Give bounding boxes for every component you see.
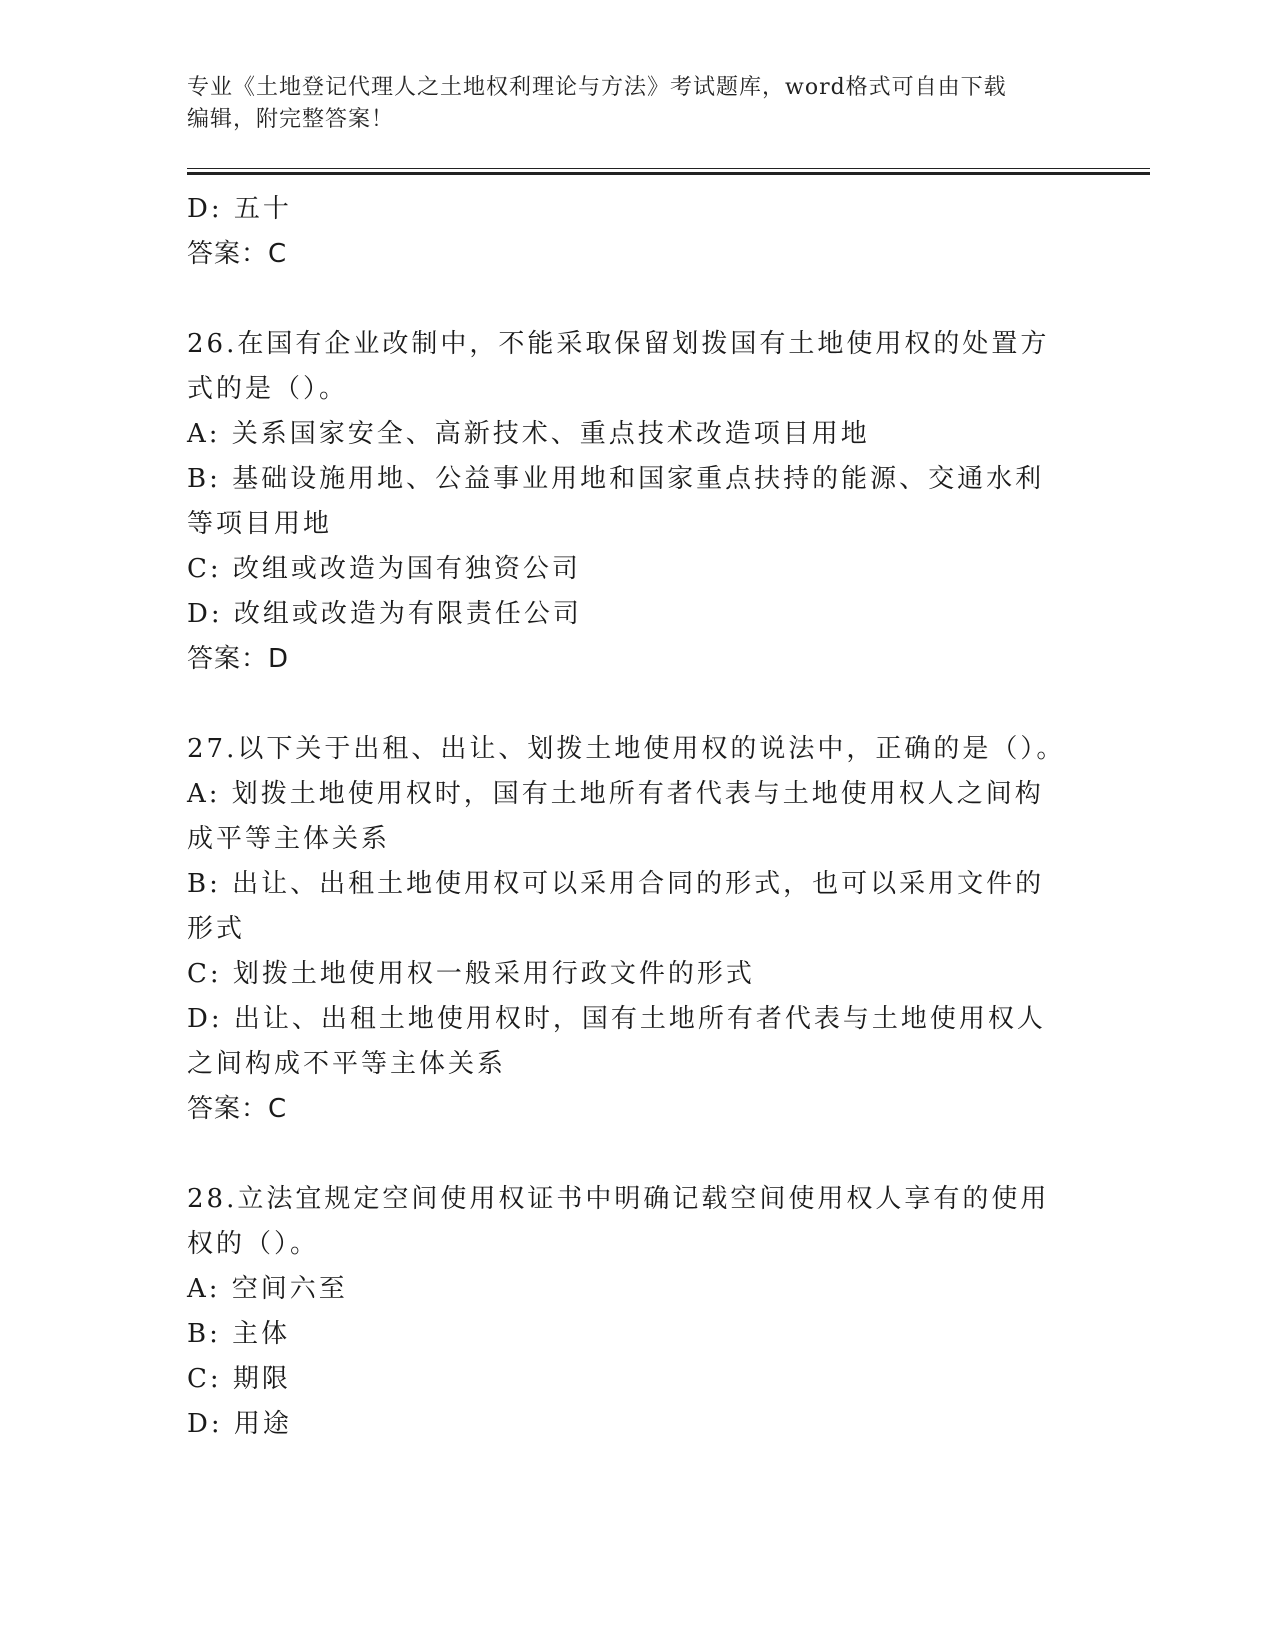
option-b: B: 基础设施用地、公益事业用地和国家重点扶持的能源、交通水利等项目用地 <box>187 464 1045 539</box>
header-rule-thin <box>187 168 1150 169</box>
question-26 <box>187 322 1067 682</box>
answer: 答案：C <box>187 1094 288 1124</box>
question-27 <box>187 727 1067 1132</box>
option-b: B: 主体 <box>187 1319 291 1349</box>
header-line-2: 编辑，附完整答案！ <box>187 107 395 132</box>
question-28 <box>187 1177 1067 1447</box>
answer: 答案：D <box>187 644 290 674</box>
question-stem: 28.立法宜规定空间使用权证书中明确记载空间使用权人享有的使用权的（）。 <box>187 1184 1050 1259</box>
option-c: C: 改组或改造为国有独资公司 <box>187 554 581 584</box>
prev-option-d: D: 五十 <box>187 194 292 224</box>
prev-answer: 答案：C <box>187 239 288 269</box>
header-rule-thick <box>187 172 1150 175</box>
option-a: A: 空间六至 <box>187 1274 348 1304</box>
question-stem: 27.以下关于出租、出让、划拨土地使用权的说法中，正确的是（）。 <box>187 734 1066 764</box>
question-stem: 26.在国有企业改制中，不能采取保留划拨国有土地使用权的处置方式的是（）。 <box>187 329 1050 404</box>
option-d: D: 用途 <box>187 1409 292 1439</box>
header-line-1: 专业《土地登记代理人之土地权利理论与方法》考试题库，word格式可自由下载 <box>187 75 1007 100</box>
option-b: B: 出让、出租土地使用权可以采用合同的形式，也可以采用文件的形式 <box>187 869 1045 944</box>
document-body <box>187 187 1067 1447</box>
option-c: C: 期限 <box>187 1364 291 1394</box>
option-a: A: 划拨土地使用权时，国有土地所有者代表与土地使用权人之间构成平等主体关系 <box>187 779 1044 854</box>
option-d: D: 改组或改造为有限责任公司 <box>187 599 582 629</box>
option-d: D: 出让、出租土地使用权时，国有土地所有者代表与土地使用权人之间构成不平等主体关系 <box>187 1004 1046 1079</box>
option-a: A: 关系国家安全、高新技术、重点技术改造项目用地 <box>187 419 870 449</box>
document-header <box>187 72 1067 136</box>
option-c: C: 划拨土地使用权一般采用行政文件的形式 <box>187 959 755 989</box>
